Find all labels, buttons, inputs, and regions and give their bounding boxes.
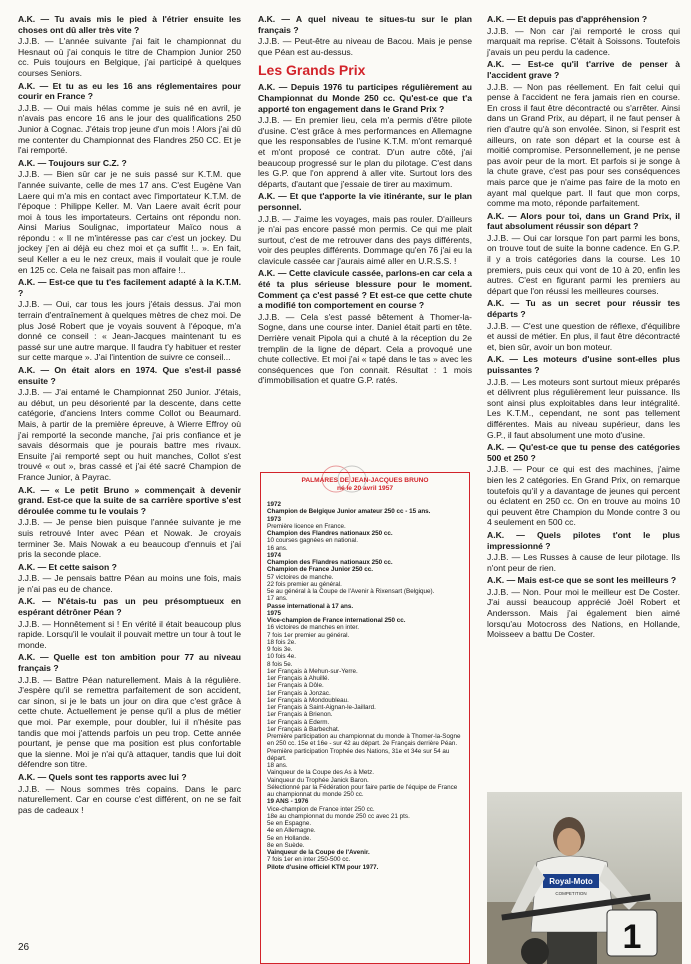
palmares-line: 1er Français à Ederm.: [267, 718, 330, 726]
palmares-line: Première participation Trophée des Nations, 31e et 34e sur 54 au départ.: [267, 747, 450, 762]
palmares-line: Vainqueur du Trophée Janick Baron.: [267, 776, 369, 784]
page-number: 26: [18, 942, 30, 953]
interview-answer: J.J.B. — Nous sommes très copains. Dans le parc naturellement. Car en course c'est différent, on ne se fait pas de cadeaux !: [18, 783, 241, 815]
interview-question: A.K. — Tu avais mis le pied à l'étrier ensuite les choses ont dû aller très vite ?: [18, 14, 241, 35]
interview-question: A.K. — Est-ce que tu t'es facilement adapté à la K.T.M. ?: [18, 277, 241, 298]
palmares-line: 18e au championnat du monde 250 cc avec 21 pts.: [267, 812, 410, 820]
interview-answer: J.J.B. — Je pense bien puisque l'année suivante je me suis retrouvé Inter avec Péan et Nowak. Je croyais terminer 3e. Mais Nowak a eu beaucoup d'ennuis et j'ai pris la seconde place.: [18, 517, 241, 560]
column-right: [487, 12, 680, 641]
palmares-line: Vice-champion de France international 250 cc.: [267, 617, 406, 624]
interview-answer: J.J.B. — C'est une question de réflexe, d'équilibre et aussi de métier. En plus, il faut être décontracté et, bien sûr, avoir un bon moteur.: [487, 320, 680, 352]
palmares-title: PALMARES DE JEAN-JACQUES BRUNO: [301, 477, 429, 484]
interview-question: A.K. — N'étais-tu pas un peu présomptueux en espérant détrôner Péan ?: [18, 596, 241, 618]
interview-question: A.K. — A quel niveau te situes-tu sur le plan français ?: [258, 14, 472, 35]
interview-question: A.K. — Mais est-ce que se sont les meilleurs ?: [487, 575, 677, 586]
palmares-line: 7 fois 1er en inter 250-500 cc.: [267, 856, 351, 864]
palmares-line: 1er Français à Jonzac.: [267, 689, 331, 697]
palmares-line: 19 ANS - 1976: [267, 798, 309, 806]
palmares-line: 1er Français à Saint-Aignan-le-Jaillard.: [267, 704, 376, 711]
interview-question: A.K. — Alors pour toi, dans un Grand Prix, il faut absolument réussir son départ ?: [487, 210, 680, 232]
palmares-line: Passe international à 17 ans.: [267, 602, 354, 610]
palmares-line: Vainqueur de la Coupe de l'Avenir.: [267, 849, 370, 856]
palmares-line: 1er Français à Mehun-sur-Yerre.: [267, 667, 358, 675]
interview-question: A.K. — Quelle est ton ambition pour 77 au niveau français ?: [18, 652, 241, 674]
interview-question: A.K. — Toujours sur C.Z. ?: [18, 157, 127, 168]
palmares-line: 5e en Espagne.: [267, 820, 312, 827]
palmares-line: 16 ans.: [267, 544, 288, 552]
interview-answer: J.J.B. — L'année suivante j'ai fait le championnat du Hesnaut où j'ai conquis le titre de Champion Junior 250 cc. Puis toujours en Belgique, j'ai participé à quelques courses Seniors.: [18, 36, 241, 78]
palmares-line: Champion de Belgique Junior amateur 250 cc - 15 ans.: [267, 508, 431, 516]
palmares-line: 1er Français à Barbechat.: [267, 725, 340, 733]
palmares-line: 18 fois 2e.: [267, 638, 297, 646]
palmares-line: 10 courses gagnées en national.: [267, 537, 359, 545]
interview-answer: J.J.B. — Oui mais hélas comme je suis né en avril, je n'avais pas encore 16 ans le jour des qualifications 250 Junior à Cognac. J'étais trop jeune d'un mois ! Alors j'ai dû me contenter du Championnat des Flandres 250 CC. Et je l'ai remporté.: [18, 102, 241, 156]
palmares-line: 57 victoires de manche.: [267, 573, 334, 581]
palmares-line: 5e en Hollande.: [267, 834, 312, 842]
interview-question: A.K. — Quels sont tes rapports avec lui ?: [18, 771, 187, 782]
interview-answer: J.J.B. — Oui car lorsque l'on part parmi les bons, on trouve tout de suite la bonne cadence. En G.P. il y a trois catégories dans la course. Les 10 premiers, puis ceux qui vont de 10 à 20, enfin les autres. C'est en figurant parmi les premiers au départ que l'on réussi les meilleures courses.: [487, 232, 680, 296]
palmares-line: Pilote d'usine officiel KTM pour 1977.: [267, 863, 379, 871]
interview-question: A.K. — On était alors en 1974. Que s'est-il passé ensuite ?: [18, 365, 241, 386]
interview-question: A.K. — Et cette saison ?: [18, 561, 117, 572]
interview-question: A.K. — Tu as un secret pour réussir tes départs ?: [487, 298, 680, 320]
palmares-line: 18 ans.: [267, 762, 288, 769]
interview-question: A.K. — Depuis 1976 tu participes régulièrement au Championnat du Monde 250 cc. Qu'est-ce que t'a apporté ton engagement dans le Grand Prix ?: [258, 82, 472, 114]
palmares-line: 1972: [267, 501, 282, 508]
palmares-line: 10 fois 4e.: [267, 653, 297, 661]
palmares-line: 1974: [267, 551, 282, 559]
palmares-line: Champion de France Junior 250 cc.: [267, 566, 374, 574]
interview-answer: J.J.B. — Battre Péan naturellement. Mais à la régulière. J'espère qu'il se remettra parfaitement de son accident, car sinon, si je le bats un jour on dira que c'est grâce à cette chute. Actuellement je pense qu'il a plus de métier que moi. Par exemple, pour doubler, lui il n'hésite pas tandis que moi j'attends parfois un peu trop. Cette année pourtant, je pense que ma position est plus confortable que la sienne. Moi je n'ai qu'à attaquer, tandis que lui doit défendre son titre.: [18, 674, 241, 770]
interview-answer: J.J.B. — Peut-être au niveau de Bacou. Mais je pense que Péan est au-dessus.: [258, 36, 472, 57]
interview-answer: J.J.B. — Les Russes à cause de leur pilotage. Ils n'ont peur de rien.: [487, 552, 680, 573]
palmares-line: 8 fois 5e.: [267, 660, 293, 668]
interview-answer: J.J.B. — Cela s'est passé bêtement à Thomer-la-Sogne, dans une course inter. Daniel était parti en tête. Derrière venait Pipola qui a chuté à la réception du 2e tremplin de la ligne de départ. Cela a provoqué une chute collective. Et moi j'ai « tapé dans le tas » avec les conséquences que l'on connait. Résultat : 1 mois d'immobilisation et quatre G.P. ratés.: [258, 311, 472, 386]
palmares-line: 7 fois 1er premier au général.: [267, 631, 350, 639]
palmares-line: 1er Français à Mondoubleau.: [267, 696, 349, 704]
interview-question: A.K. — Quels pilotes t'ont le plus impressionné ?: [487, 529, 680, 551]
jersey-text: Royal-Moto: [549, 877, 593, 886]
interview-question: A.K. — Et que t'apporte la vie itinérante, sur le plan personnel.: [258, 191, 472, 212]
interview-question: A.K. — Et depuis pas d'appréhension ?: [487, 14, 648, 24]
jersey-subtext: COMPETITION: [555, 891, 587, 896]
column-middle: [258, 12, 472, 387]
interview-answer: J.J.B. — Non car j'ai remporté le cross qui marquait ma reprise. C'était à Soissons. Toutefois j'avais un peu perdu la cadence.: [487, 25, 680, 57]
palmares-line: 1975: [267, 609, 282, 617]
palmares-line: Première licence en France.: [267, 522, 346, 530]
palmares-line: 17 ans.: [267, 595, 288, 603]
palmares-line: 22 fois premier au général.: [267, 580, 342, 588]
column-left: [18, 12, 241, 816]
palmares-line: Première participation au championnat du monde à Thomer-la-Sogne en 250 cc. 15e et 16e - sur 42 au départ. 2e Français derrière Péan.: [267, 733, 461, 748]
interview-answer: J.J.B. — Non. Pour moi le meilleur est De Coster. J'ai aussi beaucoup apprécié Joël Robert et Andersson. Mais j'ai également bien aimé lorsqu'au Motocross des Nations, en Hollande, Moisseev a battu De Coster.: [487, 586, 680, 640]
interview-answer: J.J.B. — Je pensais battre Péan au moins une fois, mais je n'ai pas eu de chance.: [18, 573, 241, 594]
interview-answer: J.J.B. — J'aime les voyages, mais pas rouler. D'ailleurs je n'ai pas encore passé mon permis. Ce qui me plait surtout, c'est de me retrouver dans des pays différents, voir des peuples différents. Dommage qu'en 76 j'ai eu la clavicule cassée car j'aurais aimé aller en U.R.S.S. !: [258, 213, 472, 266]
palmares-line: Champion des Flandres nationaux 250 cc.: [267, 559, 393, 566]
palmares-line: 8e en Suède.: [267, 841, 305, 849]
interview-answer: J.J.B. — J'ai entamé le Championnat 250 Junior. J'étais, au début, un peu désorienté par la descente, dans cette catégorie, d'anciens Inters comme Collot ou Beaumard. Mais, à partir de la première épreuve, à Wierre Effroy où j'ai remporté la seconde manche, j'ai pris confiance et je savais désormais que je pourais battre mes rivaux. Ensuite j'ai remporté sept ou huit manches, Collot s'est trouvé « out », bras cassé et j'ai été sacré Champion de France Junior, à Payrac.: [18, 387, 241, 482]
interview-answer: J.J.B. — En premier lieu, cela m'a permis d'être pilote d'usine. C'est grâce à mes performances en Allemagne que les responsables de l'usine K.T.M. m'ont remarqué et m'ont proposé ce contrat. D'un autre côté, j'ai beaucoup progressé sur le plan du pilotage. C'est dans les G.P. que l'on apprend à aller vite. Surtout lors des départs, d'autant que j'essaie de tirer au maximum.: [258, 115, 472, 189]
palmares-line: Champion des Flandres nationaux 250 cc.: [267, 530, 393, 537]
palmares-line: Vainqueur de la Coupe des As à Metz.: [267, 769, 374, 777]
palmares-line: Sélectionné par la Fédération pour faire partie de l'équipe de France au championnat du monde 250 cc.: [267, 783, 458, 798]
interview-answer: J.J.B. — Pour ce qui est des machines, j'aime bien les 2 catégories. En Grand Prix, on remarque toutefois qu'il y a davantage de jeunes qui percent ou éclatent en 250 cc. On en trouve au moins 10 qui peuvent être Champion du Monde contre 3 ou 4 seulement en 500 cc.: [487, 464, 680, 528]
interview-answer: J.J.B. — Non pas réellement. En fait celui qui pense à l'accident ne fera jamais rien en course. En cross il faut être décontracté ou s'arrêter. Ainsi dans un Grand Prix, au départ, il ne faut penser à rien d'autre qu'à son envolée. Sinon, si l'esprit est ailleurs, on rate son départ et la course est à moitié compromise. Personnellement, je ne pense pas avoir peur de la mort. Et parfois si je songe à la chute grave, c'est pas pour ses conséquences mais parce que je n'aime pas faire de la moto en ayant mal quelque part. Il faut que mon corps, comme ma moto, réponde parfaitement.: [487, 81, 680, 209]
interview-question: A.K. — Les moteurs d'usine sont-elles plus puissantes ?: [487, 354, 680, 375]
interview-answer: J.J.B. — Honnêtement si ! En vérité il était beaucoup plus rapide. Lorsqu'il le voulait il pouvait mettre un tour à tout le monde.: [18, 618, 241, 650]
rider-photo: [487, 792, 682, 964]
palmares-line: 4e en Allemagne.: [267, 827, 316, 835]
interview-answer: J.J.B. — Les moteurs sont surtout mieux préparés et délivrent plus régulièrement leur puissance. Ils sont ainsi plus exploitables dans leur intégralité. Les K.T.M., cependant, ne sont pas tellement différentes. Mais au niveau supérieur, dans les G.P., il faut absolument une moto d'usine.: [487, 376, 680, 440]
section-title: Les Grands Prix: [258, 62, 366, 79]
interview-question: A.K. — Qu'est-ce que tu pense des catégories 500 et 250 ?: [487, 442, 680, 463]
palmares-box: [260, 472, 470, 964]
palmares-line: 1er Français à Dôle.: [267, 682, 324, 690]
interview-question: A.K. — Cette clavicule cassée, parlons-en car cela a été ta plus sérieuse blessure pour le moment. Comment ça c'est passé ? Et est-ce que cette chute a modifié ton comportement en course ?: [258, 268, 472, 311]
interview-question: A.K. — Est-ce qu'il t'arrive de penser à l'accident grave ?: [487, 59, 680, 80]
palmares-line: Vice-champion de France inter 250 cc.: [267, 805, 375, 813]
palmares-line: 1973: [267, 515, 282, 523]
motocross-rider-image: [487, 792, 682, 964]
interview-answer: J.J.B. — Bien sûr car je ne suis passé sur K.T.M. que l'année suivante, celle de mes 17 ans. C'est Eugène Van Laere qui m'a mis en contact avec l'importateur K.T.M. de l'époque : Philippe Keller. M. Van Laere avait écrit pour moi à tous les importateurs. Certains ont répondu non. Ainsi Marius Soulignac, importateur Maïco nous a répondu : « Il ne m'intéresse pas car c'est un jockey. Du jockey j'en ai déjà eu chez moi et ça suffit !.. ». En fait, seul Keller a eu le nez creux, mais il voulait que je roule en 125 cc. Cela ne faisait pas mon affaire !..: [18, 169, 241, 275]
interview-question: A.K. — « Le petit Bruno » commençait à devenir grand. Est-ce que la suite de sa carrière sportive s'est déroulée comme tu le voulais ?: [18, 484, 241, 516]
palmares-line: 9 fois 3e.: [267, 646, 293, 653]
palmares-line: 5e au général à la Coupe de l'Avenir à Rixensart (Belgique).: [267, 588, 435, 595]
palmares-list: [267, 501, 463, 871]
interview-answer: J.J.B. — Oui, car tous les jours j'étais dessus. J'ai mon terrain d'entraînement à quelques mètres de chez moi. De plus José Robert que je voyais souvent à l'époque, m'a donné ce conseil : « Jean-Jacques maintenant tu es passé sur une autre marque. Il faudra t'y habituer et rester sur cette marque ». J'ai l'intention de suivre ce conseil...: [18, 299, 241, 363]
interview-question: A.K. — Et tu as eu les 16 ans réglementaires pour courir en France ?: [18, 80, 241, 102]
plate-number: 1: [622, 918, 642, 956]
palmares-line: 1er Français à Ahuillé.: [267, 675, 330, 682]
palmares-subtitle: né le 20 avril 1957: [336, 485, 394, 492]
palmares-line: 1er Français à Brienon.: [267, 711, 333, 719]
palmares-line: 16 victoires de manches en inter.: [267, 624, 360, 632]
